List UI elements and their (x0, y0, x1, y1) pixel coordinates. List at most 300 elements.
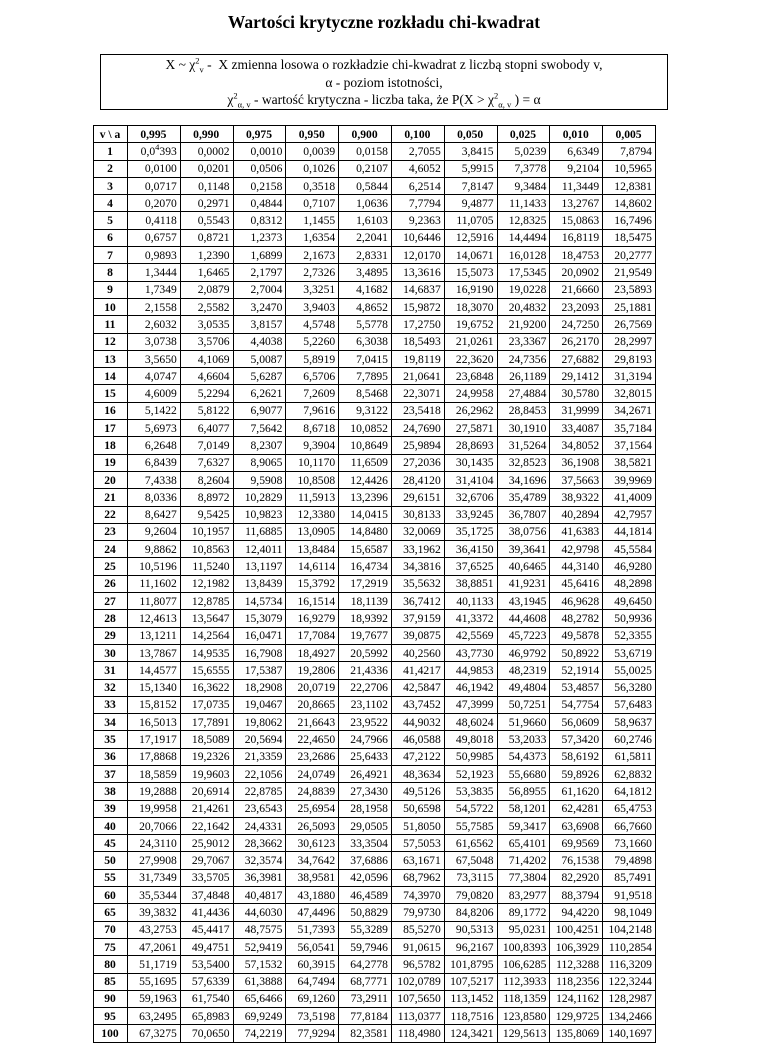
table-cell: 56,0541 (286, 938, 339, 955)
table-cell: 17,0735 (180, 696, 233, 713)
table-row (94, 662, 656, 679)
table-cell: 69,1260 (286, 990, 339, 1007)
table-cell: 24,4331 (233, 817, 286, 834)
degrees-of-freedom-cell: 22 (94, 506, 128, 523)
table-cell: 63,1671 (391, 852, 444, 869)
table-row (94, 333, 656, 350)
table-cell: 1,7349 (128, 281, 181, 298)
table-cell: $0,0^4393$ (128, 143, 181, 160)
table-row (94, 627, 656, 644)
table-cell: 53,6719 (603, 644, 656, 661)
table-cell: 11,5240 (180, 558, 233, 575)
table-row (94, 316, 656, 333)
table-cell: 56,3280 (603, 679, 656, 696)
table-cell: 2,2041 (339, 229, 392, 246)
table-cell: 62,8832 (603, 765, 656, 782)
table-row (94, 437, 656, 454)
table-cell: 30,1910 (497, 420, 550, 437)
table-cell: 32,0069 (391, 523, 444, 540)
degrees-of-freedom-cell: 19 (94, 454, 128, 471)
table-cell: 13,3616 (391, 264, 444, 281)
column-header: 0,995 (128, 126, 181, 143)
table-cell: 3,4895 (339, 264, 392, 281)
table-cell: 57,5053 (391, 835, 444, 852)
degrees-of-freedom-cell: 75 (94, 938, 128, 955)
degrees-of-freedom-cell: 5 (94, 212, 128, 229)
table-cell: 14,6114 (286, 558, 339, 575)
table-cell: 17,5345 (497, 264, 550, 281)
table-cell: 29,0505 (339, 817, 392, 834)
table-cell: 34,3816 (391, 558, 444, 575)
column-header: 0,050 (444, 126, 497, 143)
table-cell: 0,9893 (128, 247, 181, 264)
degrees-of-freedom-cell: 28 (94, 610, 128, 627)
table-cell: 11,1433 (497, 195, 550, 212)
table-cell: 12,8325 (497, 212, 550, 229)
table-cell: 5,2294 (180, 385, 233, 402)
table-cell: 9,2363 (391, 212, 444, 229)
table-cell: 23,3367 (497, 333, 550, 350)
table-cell: 4,1069 (180, 350, 233, 367)
table-cell: 49,6450 (603, 593, 656, 610)
table-cell: 2,1797 (233, 264, 286, 281)
table-cell: 4,1682 (339, 281, 392, 298)
table-cell: 61,1620 (550, 783, 603, 800)
table-cell: 31,3194 (603, 368, 656, 385)
degrees-of-freedom-cell: 27 (94, 593, 128, 610)
table-cell: 23,5418 (391, 402, 444, 419)
table-cell: 20,2777 (603, 247, 656, 264)
table-cell: 25,6433 (339, 748, 392, 765)
table-row (94, 298, 656, 315)
table-cell: 43,1945 (497, 593, 550, 610)
table-cell: 0,3518 (286, 177, 339, 194)
table-cell: 2,6032 (128, 316, 181, 333)
table-cell: 18,3070 (444, 298, 497, 315)
table-cell: 0,2107 (339, 160, 392, 177)
table-cell: 25,9894 (391, 437, 444, 454)
table-row (94, 143, 656, 160)
table-cell: 90,5313 (444, 921, 497, 938)
table-cell: 32,8523 (497, 454, 550, 471)
definition-line-3: $\chi^2_{\alpha, v}$ - wartość krytyczna - liczba taka, że $P(X > \chi^2_{\alpha, v}$ ) = α (227, 90, 541, 110)
table-cell: 79,0820 (444, 887, 497, 904)
table-cell: 116,3209 (603, 956, 656, 973)
table-cell: 15,8152 (128, 696, 181, 713)
table-cell: 19,2326 (180, 748, 233, 765)
table-cell: 43,1880 (286, 887, 339, 904)
table-cell: 37,9159 (391, 610, 444, 627)
table-cell: 57,1532 (233, 956, 286, 973)
table-cell: 5,9915 (444, 160, 497, 177)
table-cell: 9,4877 (444, 195, 497, 212)
table-cell: 91,9518 (603, 887, 656, 904)
table-cell: 23,6543 (233, 800, 286, 817)
table-cell: 6,5706 (286, 368, 339, 385)
table-cell: 51,1719 (128, 956, 181, 973)
table-cell: 77,8184 (339, 1008, 392, 1025)
table-cell: 58,9637 (603, 714, 656, 731)
table-cell: 49,8018 (444, 731, 497, 748)
table-cell: 61,6562 (444, 835, 497, 852)
table-cell: 44,9032 (391, 714, 444, 731)
table-cell: 35,7184 (603, 420, 656, 437)
table-cell: 56,8955 (497, 783, 550, 800)
table-cell: 45,7223 (497, 627, 550, 644)
table-cell: 28,8693 (444, 437, 497, 454)
table-cell: 102,0789 (391, 973, 444, 990)
table-cell: 61,5811 (603, 748, 656, 765)
degrees-of-freedom-cell: 14 (94, 368, 128, 385)
table-cell: 18,1139 (339, 593, 392, 610)
table-cell: 7,0415 (339, 350, 392, 367)
table-cell: 40,1133 (444, 593, 497, 610)
table-row (94, 541, 656, 558)
table-row (94, 869, 656, 886)
table-cell: 79,9730 (391, 904, 444, 921)
column-header: 0,100 (391, 126, 444, 143)
table-cell: 3,2470 (233, 298, 286, 315)
table-cell: 11,1602 (128, 575, 181, 592)
degrees-of-freedom-cell: 50 (94, 852, 128, 869)
table-cell: 41,4217 (391, 662, 444, 679)
table-cell: 15,9872 (391, 298, 444, 315)
table-cell: 96,5782 (391, 956, 444, 973)
table-cell: 16,0128 (497, 247, 550, 264)
table-cell: 59,3417 (497, 817, 550, 834)
table-cell: 30,5780 (550, 385, 603, 402)
table-cell: 27,6882 (550, 350, 603, 367)
degrees-of-freedom-cell: 34 (94, 714, 128, 731)
table-cell: 10,6446 (391, 229, 444, 246)
table-cell: 8,9065 (233, 454, 286, 471)
table-cell: 0,0717 (128, 177, 181, 194)
table-cell: 35,5344 (128, 887, 181, 904)
table-cell: 60,3915 (286, 956, 339, 973)
table-cell: 17,7891 (180, 714, 233, 731)
table-cell: 42,5847 (391, 679, 444, 696)
table-cell: 106,6285 (497, 956, 550, 973)
table-cell: 100,8393 (497, 938, 550, 955)
table-cell: 1,3444 (128, 264, 181, 281)
table-cell: 124,1162 (550, 990, 603, 1007)
table-cell: 10,1957 (180, 523, 233, 540)
table-cell: 15,0863 (550, 212, 603, 229)
table-cell: 85,5270 (391, 921, 444, 938)
table-cell: 77,9294 (286, 1025, 339, 1042)
table-cell: 9,2604 (128, 523, 181, 540)
column-header: 0,990 (180, 126, 233, 143)
table-cell: 50,8829 (339, 904, 392, 921)
table-cell: 55,7585 (444, 817, 497, 834)
table-cell: 2,5582 (180, 298, 233, 315)
table-cell: 50,7251 (497, 696, 550, 713)
table-corner-header: v \ a (94, 126, 128, 143)
table-cell: 37,6525 (444, 558, 497, 575)
table-cell: 3,8415 (444, 143, 497, 160)
table-cell: 50,6598 (391, 800, 444, 817)
table-cell: 28,8453 (497, 402, 550, 419)
table-cell: 12,5916 (444, 229, 497, 246)
table-cell: 73,2911 (339, 990, 392, 1007)
table-cell: 22,3071 (391, 385, 444, 402)
degrees-of-freedom-cell: 32 (94, 679, 128, 696)
table-cell: 11,5913 (286, 489, 339, 506)
table-row (94, 817, 656, 834)
table-cell: 11,6885 (233, 523, 286, 540)
table-cell: 57,3420 (550, 731, 603, 748)
table-cell: 12,8381 (603, 177, 656, 194)
table-cell: 83,2977 (497, 887, 550, 904)
table-cell: 23,5893 (603, 281, 656, 298)
table-cell: 112,3288 (550, 956, 603, 973)
table-cell: 118,4980 (391, 1025, 444, 1042)
table-cell: 19,8062 (233, 714, 286, 731)
table-cell: 34,1696 (497, 471, 550, 488)
table-cell: 47,2061 (128, 938, 181, 955)
table-row (94, 264, 656, 281)
table-cell: 70,0650 (180, 1025, 233, 1042)
table-cell: 37,1564 (603, 437, 656, 454)
table-cell: 5,6287 (233, 368, 286, 385)
table-cell: 46,0588 (391, 731, 444, 748)
table-cell: 31,9999 (550, 402, 603, 419)
degrees-of-freedom-cell: 31 (94, 662, 128, 679)
table-cell: 18,5493 (391, 333, 444, 350)
table-row (94, 195, 656, 212)
degrees-of-freedom-cell: 35 (94, 731, 128, 748)
table-cell: 107,5217 (444, 973, 497, 990)
table-cell: 7,2609 (286, 385, 339, 402)
table-cell: 26,7569 (603, 316, 656, 333)
degrees-of-freedom-cell: 30 (94, 644, 128, 661)
table-cell: 37,4848 (180, 887, 233, 904)
table-cell: 50,9985 (444, 748, 497, 765)
degrees-of-freedom-cell: 45 (94, 835, 128, 852)
table-cell: 13,1197 (233, 558, 286, 575)
table-cell: 123,8580 (497, 1008, 550, 1025)
definition-line-2: α - poziom istotności, (325, 74, 443, 90)
degrees-of-freedom-cell: 6 (94, 229, 128, 246)
table-cell: 1,6354 (286, 229, 339, 246)
table-cell: 19,0467 (233, 696, 286, 713)
table-cell: 52,1914 (550, 662, 603, 679)
table-cell: 15,1340 (128, 679, 181, 696)
table-cell: 21,3359 (233, 748, 286, 765)
table-cell: 48,2782 (550, 610, 603, 627)
column-header: 0,950 (286, 126, 339, 143)
table-cell: 7,7895 (339, 368, 392, 385)
table-cell: 49,4751 (180, 938, 233, 955)
table-cell: 20,8665 (286, 696, 339, 713)
table-cell: 89,1772 (497, 904, 550, 921)
table-cell: 26,2170 (550, 333, 603, 350)
table-cell: 0,6757 (128, 229, 181, 246)
table-cell: 112,3933 (497, 973, 550, 990)
table-cell: 25,9012 (180, 835, 233, 852)
table-cell: 18,4927 (286, 644, 339, 661)
degrees-of-freedom-cell: 33 (94, 696, 128, 713)
table-cell: 46,9280 (603, 558, 656, 575)
table-cell: 54,5722 (444, 800, 497, 817)
table-cell: 32,8015 (603, 385, 656, 402)
table-cell: 129,5613 (497, 1025, 550, 1042)
degrees-of-freedom-cell: 12 (94, 333, 128, 350)
column-header: 0,975 (233, 126, 286, 143)
table-cell: 13,2396 (339, 489, 392, 506)
table-cell: 10,2829 (233, 489, 286, 506)
table-cell: 22,4650 (286, 731, 339, 748)
table-cell: 1,6103 (339, 212, 392, 229)
table-cell: 62,4281 (550, 800, 603, 817)
table-cell: 16,7496 (603, 212, 656, 229)
table-cell: 118,7516 (444, 1008, 497, 1025)
table-cell: 7,6327 (180, 454, 233, 471)
table-cell: 18,4753 (550, 247, 603, 264)
table-cell: 18,5859 (128, 765, 181, 782)
table-cell: 25,6954 (286, 800, 339, 817)
table-cell: 9,3484 (497, 177, 550, 194)
table-cell: 36,3981 (233, 869, 286, 886)
table-cell: 49,4804 (497, 679, 550, 696)
table-cell: 13,2767 (550, 195, 603, 212)
table-cell: 0,2070 (128, 195, 181, 212)
table-cell: 44,3140 (550, 558, 603, 575)
table-cell: 21,0641 (391, 368, 444, 385)
table-cell: 66,7660 (603, 817, 656, 834)
table-row (94, 765, 656, 782)
table-cell: 49,5878 (550, 627, 603, 644)
table-cell: 113,1452 (444, 990, 497, 1007)
table-cell: 1,6899 (233, 247, 286, 264)
table-cell: 20,5992 (339, 644, 392, 661)
table-cell: 13,7867 (128, 644, 181, 661)
table-cell: 55,6680 (497, 765, 550, 782)
table-row (94, 212, 656, 229)
table-cell: 101,8795 (444, 956, 497, 973)
table-cell: 27,2036 (391, 454, 444, 471)
table-cell: 17,7084 (286, 627, 339, 644)
table-cell: 8,0336 (128, 489, 181, 506)
table-cell: 48,3634 (391, 765, 444, 782)
degrees-of-freedom-cell: 38 (94, 783, 128, 800)
degrees-of-freedom-cell: 10 (94, 298, 128, 315)
table-row (94, 420, 656, 437)
table-cell: 3,0738 (128, 333, 181, 350)
table-cell: 24,7356 (497, 350, 550, 367)
table-cell: 7,5642 (233, 420, 286, 437)
table-row (94, 402, 656, 419)
table-cell: 30,8133 (391, 506, 444, 523)
table-cell: 7,8794 (603, 143, 656, 160)
degrees-of-freedom-cell: 2 (94, 160, 128, 177)
table-cell: 9,5425 (180, 506, 233, 523)
table-cell: 69,9249 (233, 1008, 286, 1025)
table-cell: 50,9936 (603, 610, 656, 627)
table-cell: 18,9392 (339, 610, 392, 627)
table-cell: 47,3999 (444, 696, 497, 713)
table-cell: 21,9549 (603, 264, 656, 281)
table-cell: 45,6416 (550, 575, 603, 592)
table-cell: 23,6848 (444, 368, 497, 385)
table-cell: 58,6192 (550, 748, 603, 765)
table-cell: 8,5468 (339, 385, 392, 402)
table-cell: 42,0596 (339, 869, 392, 886)
table-cell: 107,5650 (391, 990, 444, 1007)
table-cell: 27,9908 (128, 852, 181, 869)
table-cell: 22,8785 (233, 783, 286, 800)
table-cell: 22,3620 (444, 350, 497, 367)
table-cell: 31,7349 (128, 869, 181, 886)
table-cell: 21,6660 (550, 281, 603, 298)
table-cell: 28,2997 (603, 333, 656, 350)
table-cell: 7,9616 (286, 402, 339, 419)
table-cell: 11,6509 (339, 454, 392, 471)
table-cell: 17,1917 (128, 731, 181, 748)
table-row (94, 160, 656, 177)
table-cell: 59,1963 (128, 990, 181, 1007)
table-cell: 20,5694 (233, 731, 286, 748)
table-cell: 16,9190 (444, 281, 497, 298)
table-row (94, 471, 656, 488)
table-cell: 23,9522 (339, 714, 392, 731)
table-row (94, 852, 656, 869)
table-cell: 41,3372 (444, 610, 497, 627)
table-cell: 16,7908 (233, 644, 286, 661)
table-cell: 1,0636 (339, 195, 392, 212)
degrees-of-freedom-cell: 18 (94, 437, 128, 454)
table-cell: 5,2260 (286, 333, 339, 350)
table-cell: 51,8050 (391, 817, 444, 834)
table-cell: 73,1660 (603, 835, 656, 852)
table-row (94, 731, 656, 748)
table-cell: 2,1673 (286, 247, 339, 264)
table-cell: 32,3574 (233, 852, 286, 869)
table-cell: 14,2564 (180, 627, 233, 644)
table-cell: 30,6123 (286, 835, 339, 852)
table-row (94, 921, 656, 938)
table-cell: 16,1514 (286, 593, 339, 610)
table-row (94, 644, 656, 661)
degrees-of-freedom-cell: 17 (94, 420, 128, 437)
table-cell: 38,9581 (286, 869, 339, 886)
table-cell: 15,5073 (444, 264, 497, 281)
table-row (94, 385, 656, 402)
table-cell: 28,4120 (391, 471, 444, 488)
table-cell: 14,8602 (603, 195, 656, 212)
table-cell: 10,1170 (286, 454, 339, 471)
table-cell: 48,2319 (497, 662, 550, 679)
column-header: 0,025 (497, 126, 550, 143)
degrees-of-freedom-cell: 7 (94, 247, 128, 264)
table-cell: 31,4104 (444, 471, 497, 488)
table-cell: 37,6886 (339, 852, 392, 869)
table-cell: 21,9200 (497, 316, 550, 333)
table-cell: 7,7794 (391, 195, 444, 212)
table-cell: 65,4101 (497, 835, 550, 852)
table-row (94, 904, 656, 921)
table-cell: 134,2466 (603, 1008, 656, 1025)
table-cell: 2,8331 (339, 247, 392, 264)
degrees-of-freedom-cell: 11 (94, 316, 128, 333)
table-cell: 44,1814 (603, 523, 656, 540)
table-cell: 10,8563 (180, 541, 233, 558)
table-cell: 13,8439 (233, 575, 286, 592)
table-cell: 0,0158 (339, 143, 392, 160)
table-cell: 51,9660 (497, 714, 550, 731)
table-cell: 37,5663 (550, 471, 603, 488)
table-cell: 24,0749 (286, 765, 339, 782)
